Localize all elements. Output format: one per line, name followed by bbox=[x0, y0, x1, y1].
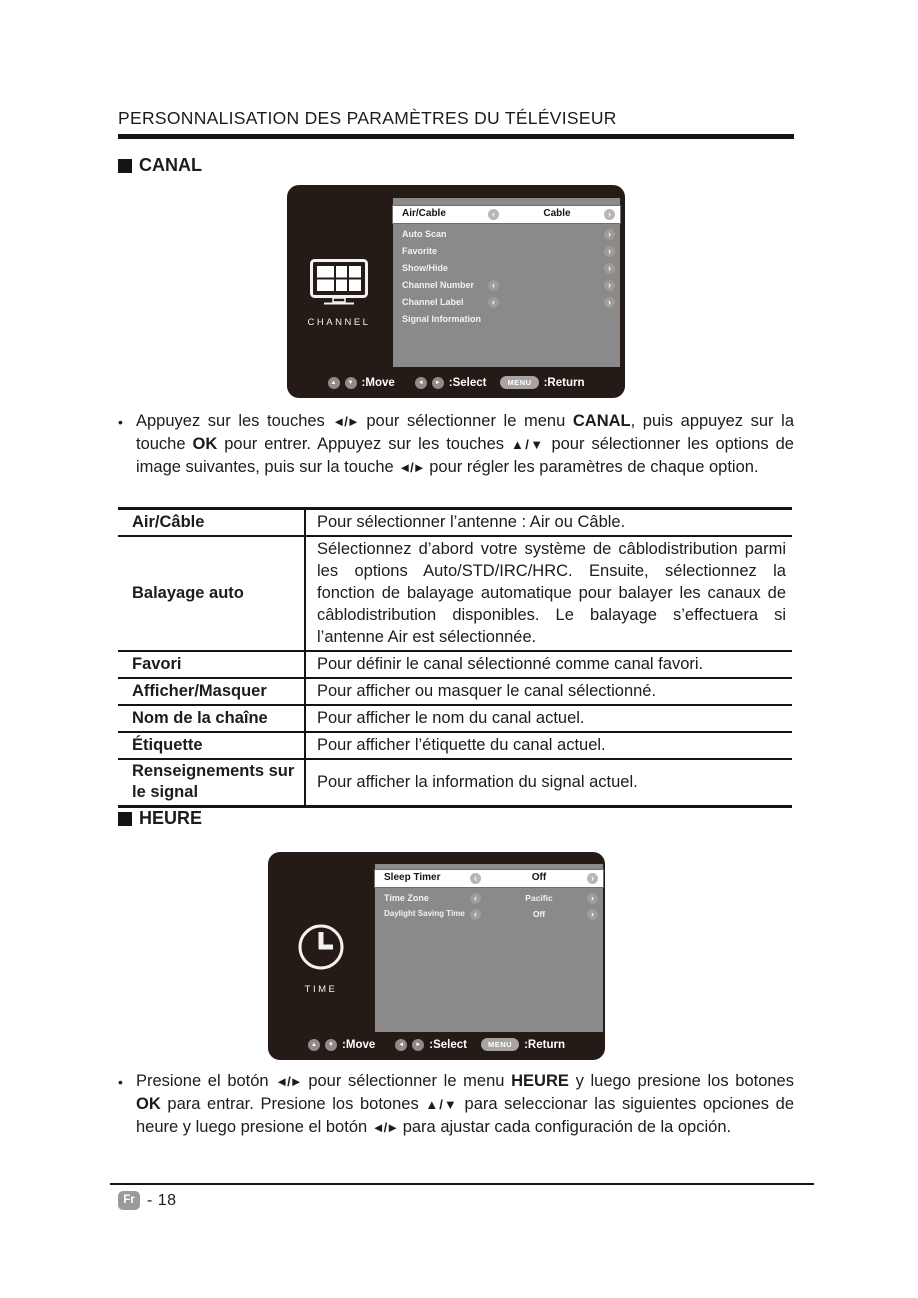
chevron-left-icon: ‹ bbox=[488, 297, 499, 308]
option-name: Renseignements sur le signal bbox=[118, 759, 305, 807]
time-menu-figure bbox=[268, 852, 605, 1060]
table-row bbox=[118, 705, 792, 732]
down-arrow-icon: ▼ bbox=[325, 1039, 337, 1051]
up-arrow-icon: ▲ bbox=[328, 377, 340, 389]
option-description: Sélectionnez d’abord votre système de câblodistribution parmi les options Auto/STD/IRC/HRC. Ensuite, sélectionnez la fonction de balayage automatique pour balayer les canaux de câblodistribution disponibles. Le balayage s’effectuera si l’antenne Air est sélectionnée. bbox=[305, 536, 792, 651]
menu-row-air-cable bbox=[393, 206, 620, 223]
menu-row-signal-information bbox=[393, 313, 620, 327]
menu-button-pill: MENU bbox=[481, 1038, 519, 1051]
bullet-icon: • bbox=[118, 414, 123, 430]
option-name: Favori bbox=[118, 651, 305, 678]
menu-item-label: Favorite bbox=[402, 246, 438, 256]
clock-icon bbox=[296, 922, 346, 972]
section-heading-label: CANAL bbox=[139, 155, 202, 175]
option-name: Étiquette bbox=[118, 732, 305, 759]
channel-icon-label: CHANNEL bbox=[307, 317, 371, 328]
square-bullet-icon bbox=[118, 159, 132, 173]
menu-row-sleep-timer bbox=[375, 870, 603, 887]
help-move-label: :Move bbox=[361, 376, 395, 389]
menu-row-show-hide bbox=[393, 262, 620, 276]
option-description: Pour afficher l’étiquette du canal actuel. bbox=[305, 732, 792, 759]
menu-row-auto-scan bbox=[393, 228, 620, 242]
menu-item-label: Sleep Timer bbox=[384, 872, 441, 883]
chevron-right-icon: › bbox=[587, 893, 598, 904]
help-move-label: :Move bbox=[342, 1038, 376, 1051]
section-heading-heure bbox=[118, 808, 202, 829]
time-icon-label: TIME bbox=[304, 984, 338, 995]
chevron-left-icon: ‹ bbox=[470, 873, 481, 884]
menu-help-bar bbox=[268, 1038, 605, 1051]
bullet-icon: • bbox=[118, 1074, 123, 1090]
section-heading-canal bbox=[118, 155, 202, 176]
option-description: Pour afficher la information du signal actuel. bbox=[305, 759, 792, 807]
option-name: Air/Câble bbox=[118, 509, 305, 537]
menu-item-label: Channel Label bbox=[402, 297, 464, 307]
heure-instruction-text: Presione el botón ◄/► pour sélectionner le menu HEURE y luego presione los botones OK para entrar. Presione los botones ▲/▼ para seleccionar las siguientes opciones de heure y luego presione el botón ◄/► para ajustar cada configuración de la opción. bbox=[136, 1072, 794, 1136]
menu-button-pill: MENU bbox=[500, 376, 538, 389]
heure-instruction bbox=[118, 1070, 794, 1139]
option-description: Pour afficher ou masquer le canal sélectionné. bbox=[305, 678, 792, 705]
chevron-right-icon: › bbox=[604, 209, 615, 220]
left-arrow-icon: ◄ bbox=[415, 377, 427, 389]
table-row bbox=[118, 732, 792, 759]
option-name: Balayage auto bbox=[118, 536, 305, 651]
footer-divider bbox=[110, 1183, 814, 1185]
menu-item-label: Signal Information bbox=[402, 314, 482, 324]
page-number: - 18 bbox=[147, 1191, 177, 1209]
language-badge: Fr bbox=[118, 1191, 140, 1210]
chevron-right-icon: › bbox=[604, 263, 615, 274]
canal-instruction-text: Appuyez sur les touches ◄/► pour sélectionner le menu CANAL, puis appuyez sur la touche OK pour entrer. Appuyez sur les touches ▲/▼ pour sélectionner les options de image suivantes, puis sur la touche ◄/► pour régler les paramètres de chaque option. bbox=[136, 412, 794, 476]
table-row bbox=[118, 509, 792, 537]
canal-options-table bbox=[118, 507, 792, 808]
chevron-right-icon: › bbox=[604, 229, 615, 240]
chevron-left-icon: ‹ bbox=[488, 280, 499, 291]
chevron-left-icon: ‹ bbox=[470, 909, 481, 920]
right-arrow-icon: ► bbox=[412, 1039, 424, 1051]
table-row bbox=[118, 759, 792, 807]
menu-item-value: Off bbox=[531, 872, 547, 883]
time-icon-block bbox=[286, 922, 356, 995]
chevron-right-icon: › bbox=[587, 873, 598, 884]
channel-menu-panel bbox=[393, 198, 620, 367]
menu-row-time-zone bbox=[375, 892, 603, 906]
menu-row-daylight-saving bbox=[375, 908, 603, 922]
table-row bbox=[118, 651, 792, 678]
menu-item-label: Daylight Saving Time bbox=[384, 909, 465, 918]
chevron-right-icon: › bbox=[604, 246, 615, 257]
right-arrow-icon: ► bbox=[432, 377, 444, 389]
down-arrow-icon: ▼ bbox=[345, 377, 357, 389]
menu-item-label: Channel Number bbox=[402, 280, 475, 290]
chevron-left-icon: ‹ bbox=[488, 209, 499, 220]
help-return-label: :Return bbox=[524, 1038, 565, 1051]
menu-row-channel-label bbox=[393, 296, 620, 310]
up-arrow-icon: ▲ bbox=[308, 1039, 320, 1051]
menu-row-favorite bbox=[393, 245, 620, 259]
help-select-label: :Select bbox=[448, 376, 487, 389]
menu-item-label: Air/Cable bbox=[402, 208, 446, 219]
menu-help-bar bbox=[287, 376, 625, 389]
chevron-right-icon: › bbox=[587, 909, 598, 920]
time-menu-panel bbox=[375, 864, 603, 1032]
menu-item-label: Auto Scan bbox=[402, 229, 447, 239]
square-bullet-icon bbox=[118, 812, 132, 826]
menu-item-value: Off bbox=[532, 909, 546, 919]
chevron-right-icon: › bbox=[604, 280, 615, 291]
table-row bbox=[118, 678, 792, 705]
tv-grid-icon bbox=[310, 259, 368, 305]
menu-item-label: Show/Hide bbox=[402, 263, 449, 273]
menu-row-channel-number bbox=[393, 279, 620, 293]
help-return-label: :Return bbox=[543, 376, 585, 389]
menu-item-value: Pacific bbox=[525, 893, 553, 903]
table-row bbox=[118, 536, 792, 651]
section-heading-label: HEURE bbox=[139, 808, 203, 828]
channel-icon-block bbox=[306, 259, 372, 328]
menu-item-value: Cable bbox=[543, 208, 571, 219]
chevron-left-icon: ‹ bbox=[470, 893, 481, 904]
chevron-right-icon: › bbox=[604, 297, 615, 308]
option-description: Pour afficher le nom du canal actuel. bbox=[305, 705, 792, 732]
option-description: Pour définir le canal sélectionné comme canal favori. bbox=[305, 651, 792, 678]
page-title: PERSONNALISATION DES PARAMÈTRES DU TÉLÉVISEUR bbox=[118, 108, 794, 139]
footer bbox=[118, 1191, 177, 1210]
option-name: Afficher/Masquer bbox=[118, 678, 305, 705]
menu-item-label: Time Zone bbox=[384, 893, 429, 903]
left-arrow-icon: ◄ bbox=[395, 1039, 407, 1051]
option-description: Pour sélectionner l’antenne : Air ou Câble. bbox=[305, 509, 792, 537]
channel-menu-figure bbox=[287, 185, 625, 398]
canal-instruction bbox=[118, 410, 794, 479]
help-select-label: :Select bbox=[429, 1038, 467, 1051]
option-name: Nom de la chaîne bbox=[118, 705, 305, 732]
